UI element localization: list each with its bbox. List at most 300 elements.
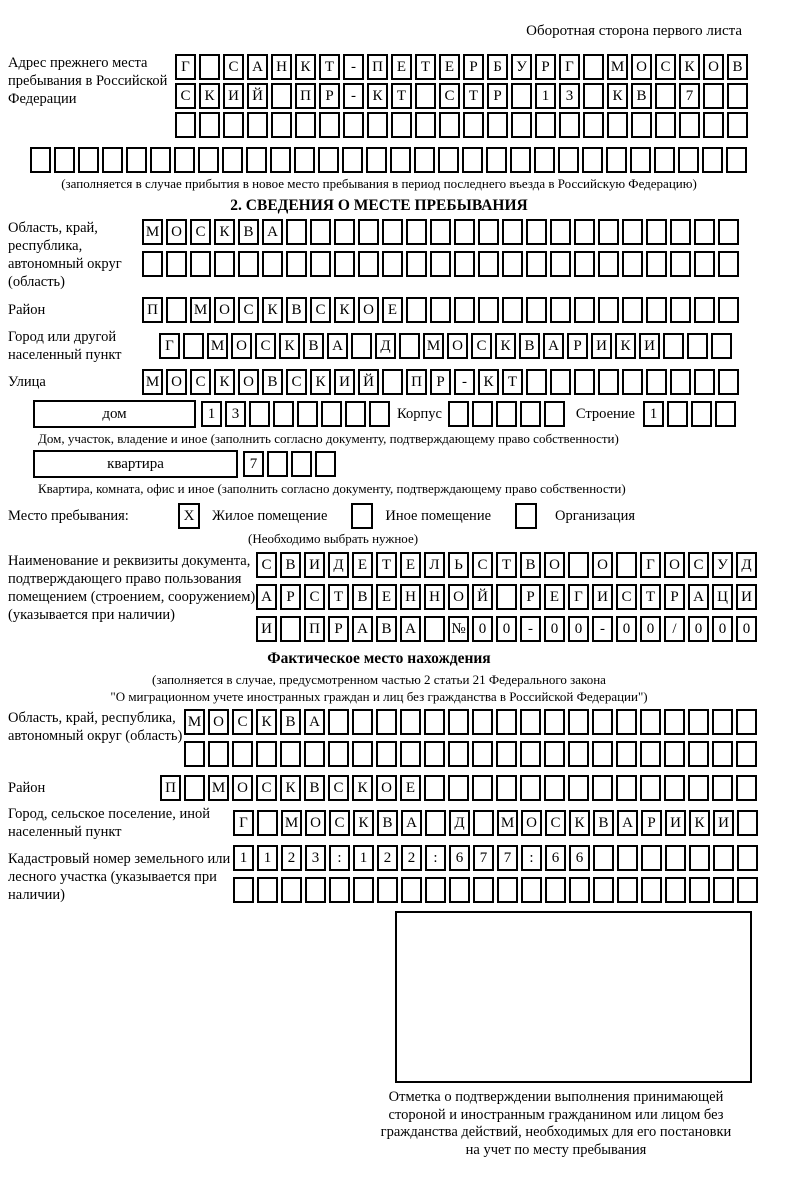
char-box-filled: В — [376, 616, 397, 642]
district-label: Район — [8, 302, 46, 318]
stay-type-label: Место пребывания: — [8, 508, 129, 524]
char-box-empty — [664, 775, 685, 801]
char-box-filled: А — [543, 333, 564, 359]
char-box-filled: М — [607, 54, 628, 80]
char-box-empty — [687, 333, 708, 359]
char-box-empty — [126, 147, 147, 173]
char-box-empty — [502, 251, 523, 277]
actual-location-caption-1: (заполняется в случае, предусмотренном частью 2 статьи 21 Федерального закона — [152, 672, 606, 687]
char-box-filled: Е — [382, 297, 403, 323]
char-box-empty — [304, 741, 325, 767]
char-box-filled: К — [256, 709, 277, 735]
char-box-empty — [737, 845, 758, 871]
char-box-filled: У — [511, 54, 532, 80]
char-box-empty — [718, 251, 739, 277]
char-box-empty — [607, 112, 628, 138]
char-box-empty — [286, 251, 307, 277]
district-block — [8, 297, 800, 323]
char-box-empty — [486, 147, 507, 173]
char-box-empty — [583, 54, 604, 80]
char-box-empty — [592, 709, 613, 735]
apartment-type-box: квартира — [33, 450, 238, 478]
char-box-empty — [414, 147, 435, 173]
char-box-empty — [665, 877, 686, 903]
char-box-filled: А — [247, 54, 268, 80]
char-box-filled: А — [688, 584, 709, 610]
char-box-empty — [208, 741, 229, 767]
char-box-empty — [715, 401, 736, 427]
char-box-filled: К — [199, 83, 220, 109]
char-box-empty — [688, 775, 709, 801]
char-box-empty — [449, 877, 470, 903]
char-box-filled: 1 — [535, 83, 556, 109]
char-box-filled: 0 — [544, 616, 565, 642]
char-box-empty — [688, 709, 709, 735]
stay-checkbox-zhiloe: X — [178, 503, 200, 529]
char-box-filled: И — [304, 552, 325, 578]
char-box-filled: Т — [376, 552, 397, 578]
char-box-filled: К — [367, 83, 388, 109]
char-box-filled: В — [238, 219, 259, 245]
char-box-empty — [382, 219, 403, 245]
char-box-empty — [345, 401, 366, 427]
char-box-empty — [78, 147, 99, 173]
char-box-filled: 3 — [559, 83, 580, 109]
char-box-filled: Д — [328, 552, 349, 578]
char-box-empty — [424, 741, 445, 767]
char-box-filled: К — [679, 54, 700, 80]
char-box-empty — [249, 401, 270, 427]
char-box-filled: М — [281, 810, 302, 836]
char-box-filled: Т — [415, 54, 436, 80]
char-box-filled: 1 — [643, 401, 664, 427]
char-box-empty — [406, 219, 427, 245]
char-box-filled: Т — [502, 369, 523, 395]
char-box-filled: И — [223, 83, 244, 109]
char-box-empty — [689, 877, 710, 903]
char-box-filled: 0 — [496, 616, 517, 642]
char-box-empty — [270, 147, 291, 173]
cadastral-label: Кадастровый номер земельного или лесного участка (указывается при наличии) — [8, 851, 231, 903]
actual-location-caption-2: "О миграционном учете иностранных граждан и лиц без гражданства в Российской Федерации") — [110, 689, 648, 704]
char-box-empty — [496, 741, 517, 767]
region-row-1 — [142, 219, 742, 245]
char-box-empty — [454, 251, 475, 277]
char-box-filled: Р — [641, 810, 662, 836]
char-box-filled: В — [377, 810, 398, 836]
char-box-filled: С — [190, 369, 211, 395]
char-box-filled: 7 — [679, 83, 700, 109]
char-box-empty — [544, 741, 565, 767]
char-box-empty — [598, 369, 619, 395]
char-box-filled: П — [142, 297, 163, 323]
char-box-filled: И — [591, 333, 612, 359]
char-box-empty — [622, 369, 643, 395]
char-box-filled: А — [304, 709, 325, 735]
char-box-empty — [646, 219, 667, 245]
char-box-filled: О — [376, 775, 397, 801]
char-box-empty — [232, 741, 253, 767]
char-box-empty — [473, 810, 494, 836]
char-box-empty — [550, 219, 571, 245]
char-box-filled: М — [142, 219, 163, 245]
fact-district-label: Район — [8, 780, 46, 796]
char-box-filled: 1 — [257, 845, 278, 871]
char-box-empty — [520, 401, 541, 427]
prev-address-block — [8, 54, 800, 144]
char-box-filled: О — [166, 369, 187, 395]
char-box-filled: 0 — [688, 616, 709, 642]
char-box-filled: К — [214, 369, 235, 395]
char-box-filled: К — [352, 775, 373, 801]
char-box-empty — [593, 845, 614, 871]
char-box-empty — [376, 709, 397, 735]
char-box-empty — [654, 147, 675, 173]
char-box-empty — [271, 83, 292, 109]
char-box-filled: 7 — [473, 845, 494, 871]
char-box-empty — [473, 877, 494, 903]
char-box-empty — [334, 251, 355, 277]
char-box-filled: Е — [352, 552, 373, 578]
char-box-empty — [550, 297, 571, 323]
char-box-empty — [691, 401, 712, 427]
street-block — [8, 369, 800, 395]
document-row-3 — [256, 616, 760, 642]
char-box-empty — [694, 251, 715, 277]
char-box-empty — [606, 147, 627, 173]
char-box-filled: В — [520, 552, 541, 578]
char-box-empty — [328, 709, 349, 735]
fact-city-block — [8, 805, 800, 841]
prev-address-row-3 — [175, 112, 751, 138]
char-box-empty — [184, 741, 205, 767]
char-box-empty — [641, 877, 662, 903]
corner-note: Оборотная сторона первого листа — [526, 23, 742, 39]
char-box-filled: К — [262, 297, 283, 323]
char-box-empty — [166, 251, 187, 277]
char-box-filled: 7 — [497, 845, 518, 871]
char-box-empty — [703, 112, 724, 138]
char-box-empty — [280, 741, 301, 767]
char-box-filled: Р — [567, 333, 588, 359]
char-box-empty — [592, 775, 613, 801]
char-box-empty — [382, 369, 403, 395]
char-box-empty — [424, 616, 445, 642]
char-box-empty — [718, 219, 739, 245]
char-box-filled: К — [495, 333, 516, 359]
char-box-filled: С — [304, 584, 325, 610]
char-box-empty — [463, 112, 484, 138]
char-box-empty — [478, 297, 499, 323]
house-block — [33, 400, 800, 428]
char-box-filled: Е — [391, 54, 412, 80]
char-box-empty — [400, 741, 421, 767]
char-box-empty — [352, 741, 373, 767]
char-box-filled: М — [208, 775, 229, 801]
char-box-filled: Т — [463, 83, 484, 109]
char-box-empty — [257, 810, 278, 836]
char-box-filled: Й — [472, 584, 493, 610]
char-box-filled: П — [304, 616, 325, 642]
char-box-filled: С — [616, 584, 637, 610]
char-box-filled: Т — [328, 584, 349, 610]
char-box-filled: В — [304, 775, 325, 801]
char-box-filled: И — [592, 584, 613, 610]
char-box-empty — [736, 709, 757, 735]
stamp-caption — [326, 1089, 786, 1159]
char-box-empty — [472, 401, 493, 427]
char-box-empty — [655, 83, 676, 109]
char-box-empty — [377, 877, 398, 903]
char-box-filled: П — [367, 54, 388, 80]
char-box-filled: К — [310, 369, 331, 395]
char-box-filled: Й — [358, 369, 379, 395]
char-box-filled: О — [447, 333, 468, 359]
char-box-filled: Г — [175, 54, 196, 80]
char-box-empty — [273, 401, 294, 427]
korpus-cells — [448, 401, 568, 427]
char-box-empty — [713, 845, 734, 871]
char-box-empty — [670, 251, 691, 277]
char-box-empty — [321, 401, 342, 427]
char-box-empty — [526, 251, 547, 277]
char-box-filled: С — [328, 775, 349, 801]
city-label: Город или другой населенный пункт — [8, 329, 122, 363]
char-box-filled: О — [238, 369, 259, 395]
char-box-empty — [424, 775, 445, 801]
region-block — [8, 219, 800, 291]
char-box-filled: К — [569, 810, 590, 836]
char-box-empty — [678, 147, 699, 173]
fact-district-block — [8, 775, 800, 801]
char-box-empty — [352, 709, 373, 735]
apartment-block — [33, 450, 800, 478]
char-box-empty — [496, 401, 517, 427]
char-box-empty — [736, 775, 757, 801]
char-box-filled: М — [142, 369, 163, 395]
stay-checkbox-org — [515, 503, 537, 529]
char-box-empty — [559, 112, 580, 138]
char-box-filled: П — [160, 775, 181, 801]
fact-city-row — [233, 810, 761, 836]
char-box-empty — [544, 709, 565, 735]
char-box-filled: Т — [319, 54, 340, 80]
char-box-filled: С — [223, 54, 244, 80]
char-box-filled: К — [214, 219, 235, 245]
char-box-empty — [280, 616, 301, 642]
char-box-empty — [718, 369, 739, 395]
char-box-empty — [616, 775, 637, 801]
char-box-filled: П — [406, 369, 427, 395]
char-box-filled: Г — [559, 54, 580, 80]
char-box-empty — [462, 147, 483, 173]
char-box-empty — [247, 112, 268, 138]
char-box-filled: : — [521, 845, 542, 871]
char-box-empty — [367, 112, 388, 138]
char-box-empty — [291, 451, 312, 477]
char-box-filled: С — [471, 333, 492, 359]
char-box-empty — [737, 877, 758, 903]
char-box-empty — [622, 251, 643, 277]
char-box-filled: Д — [736, 552, 757, 578]
char-box-filled: А — [401, 810, 422, 836]
char-box-empty — [54, 147, 75, 173]
char-box-filled: И — [256, 616, 277, 642]
char-box-filled: Е — [400, 775, 421, 801]
char-box-filled: Р — [487, 83, 508, 109]
char-box-empty — [694, 297, 715, 323]
stay-type-row — [8, 503, 800, 529]
char-box-empty — [190, 251, 211, 277]
char-box-empty — [568, 775, 589, 801]
char-box-filled: О — [214, 297, 235, 323]
house-type-box: дом — [33, 400, 196, 428]
char-box-empty — [454, 297, 475, 323]
char-box-filled: Р — [319, 83, 340, 109]
char-box-filled: - — [343, 54, 364, 80]
char-box-empty — [568, 552, 589, 578]
char-box-filled: - — [343, 83, 364, 109]
char-box-empty — [583, 83, 604, 109]
section2-title: 2. СВЕДЕНИЯ О МЕСТЕ ПРЕБЫВАНИЯ — [230, 197, 528, 214]
char-box-empty — [281, 877, 302, 903]
char-box-filled: Й — [247, 83, 268, 109]
char-box-empty — [424, 709, 445, 735]
char-box-filled: 1 — [201, 401, 222, 427]
char-box-empty — [664, 741, 685, 767]
char-box-filled: Л — [424, 552, 445, 578]
char-box-filled: С — [310, 297, 331, 323]
char-box-empty — [328, 741, 349, 767]
char-box-empty — [574, 219, 595, 245]
char-box-filled: И — [713, 810, 734, 836]
char-box-empty — [472, 709, 493, 735]
char-box-filled: Т — [640, 584, 661, 610]
stamp-caption-line-3: гражданства действий, необходимых для его постановки — [380, 1124, 732, 1140]
char-box-empty — [688, 741, 709, 767]
char-box-empty — [222, 147, 243, 173]
char-box-empty — [238, 251, 259, 277]
char-box-empty — [199, 112, 220, 138]
fact-district-row — [160, 775, 760, 801]
apartment-caption: Квартира, комната, офис и иное (заполнить согласно документу, подтверждающему право собственности) — [38, 481, 626, 496]
char-box-filled: Е — [400, 552, 421, 578]
char-box-filled: 6 — [449, 845, 470, 871]
char-box-empty — [667, 401, 688, 427]
char-box-empty — [310, 219, 331, 245]
char-box-filled: Т — [391, 83, 412, 109]
prev-address-rows — [175, 54, 751, 144]
char-box-filled: И — [665, 810, 686, 836]
char-box-empty — [544, 401, 565, 427]
char-box-empty — [334, 219, 355, 245]
char-box-empty — [641, 845, 662, 871]
char-box-empty — [511, 112, 532, 138]
char-box-empty — [472, 775, 493, 801]
char-box-empty — [718, 297, 739, 323]
stay-option-zhiloe-label: Жилое помещение — [212, 508, 328, 524]
char-box-empty — [184, 775, 205, 801]
char-box-empty — [415, 112, 436, 138]
char-box-empty — [295, 112, 316, 138]
char-box-empty — [448, 709, 469, 735]
char-box-filled: Н — [424, 584, 445, 610]
char-box-filled: О — [208, 709, 229, 735]
char-box-filled: А — [327, 333, 348, 359]
char-box-empty — [448, 401, 469, 427]
char-box-empty — [646, 251, 667, 277]
char-box-empty — [400, 709, 421, 735]
char-box-empty — [391, 112, 412, 138]
char-box-empty — [415, 83, 436, 109]
char-box-empty — [520, 775, 541, 801]
char-box-empty — [315, 451, 336, 477]
char-box-filled: К — [295, 54, 316, 80]
char-box-filled: С — [688, 552, 709, 578]
char-box-empty — [711, 333, 732, 359]
char-box-empty — [712, 709, 733, 735]
char-box-empty — [376, 741, 397, 767]
char-box-empty — [271, 112, 292, 138]
char-box-empty — [183, 333, 204, 359]
char-box-filled: 1 — [353, 845, 374, 871]
prev-address-row-1 — [175, 54, 751, 80]
char-box-filled: С — [472, 552, 493, 578]
char-box-empty — [630, 147, 651, 173]
korpus-label: Корпус — [397, 406, 442, 422]
char-box-empty — [544, 775, 565, 801]
char-box-empty — [640, 709, 661, 735]
char-box-filled: К — [353, 810, 374, 836]
char-box-empty — [369, 401, 390, 427]
document-row-1 — [256, 552, 760, 578]
char-box-empty — [257, 877, 278, 903]
char-box-empty — [622, 297, 643, 323]
char-box-empty — [448, 775, 469, 801]
char-box-filled: О — [703, 54, 724, 80]
char-box-empty — [487, 112, 508, 138]
char-box-empty — [214, 251, 235, 277]
char-box-filled: Г — [640, 552, 661, 578]
char-box-filled: К — [279, 333, 300, 359]
district-row — [142, 297, 742, 323]
char-box-empty — [401, 877, 422, 903]
char-box-empty — [390, 147, 411, 173]
char-box-filled: О — [231, 333, 252, 359]
char-box-filled: В — [262, 369, 283, 395]
char-box-empty — [665, 845, 686, 871]
char-box-empty — [617, 845, 638, 871]
char-box-filled: - — [454, 369, 475, 395]
document-block — [8, 552, 800, 648]
char-box-empty — [574, 297, 595, 323]
street-row — [142, 369, 742, 395]
char-box-empty — [703, 83, 724, 109]
char-box-filled: С — [256, 552, 277, 578]
char-box-empty — [526, 369, 547, 395]
char-box-filled: П — [295, 83, 316, 109]
fact-city-label: Город, сельское поселение, иной населенный пункт — [8, 806, 211, 840]
char-box-empty — [598, 251, 619, 277]
char-box-filled: О — [232, 775, 253, 801]
char-box-empty — [496, 709, 517, 735]
char-box-empty — [256, 741, 277, 767]
street-label: Улица — [8, 374, 46, 390]
char-box-filled: В — [631, 83, 652, 109]
char-box-empty — [478, 219, 499, 245]
char-box-filled: М — [207, 333, 228, 359]
char-box-filled: М — [184, 709, 205, 735]
